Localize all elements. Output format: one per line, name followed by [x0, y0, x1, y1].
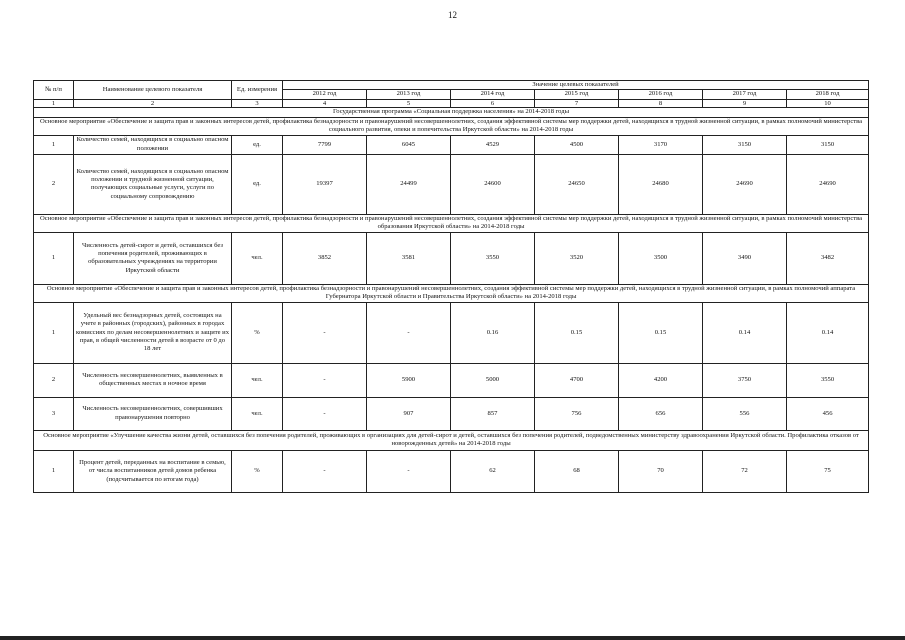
indicator-value: 0.15 — [535, 302, 619, 363]
indicator-value: 62 — [451, 450, 535, 492]
program-title: Государственная программа «Социальная поддержка населения» на 2014-2018 годы — [34, 107, 869, 117]
indicator-value: 3482 — [787, 232, 869, 284]
row-num: 1 — [34, 232, 74, 284]
indicator-value: 3550 — [451, 232, 535, 284]
indicator-value: 3750 — [703, 363, 787, 397]
indicator-name: Количество семей, находящихся в социально опасном положении — [74, 135, 232, 154]
row-num: 1 — [34, 135, 74, 154]
column-number: 9 — [703, 99, 787, 107]
column-number: 10 — [787, 99, 869, 107]
indicator-value: 756 — [535, 397, 619, 430]
indicator-unit: % — [232, 302, 283, 363]
column-number: 8 — [619, 99, 703, 107]
row-num: 2 — [34, 363, 74, 397]
indicator-value: 857 — [451, 397, 535, 430]
indicator-value: 68 — [535, 450, 619, 492]
header-year: 2017 год — [703, 90, 787, 99]
indicator-value: 3520 — [535, 232, 619, 284]
indicator-value: 5000 — [451, 363, 535, 397]
indicator-value: 556 — [703, 397, 787, 430]
header-values-group: Значение целевых показателей — [283, 81, 869, 90]
program-title-row — [34, 107, 869, 117]
indicator-value: 0.16 — [451, 302, 535, 363]
indicator-value: 19397 — [283, 154, 367, 214]
indicator-value: 3581 — [367, 232, 451, 284]
header-year: 2015 год — [535, 90, 619, 99]
indicator-value: 3490 — [703, 232, 787, 284]
event-row — [34, 430, 869, 450]
indicator-value: 24600 — [451, 154, 535, 214]
indicator-name: Удельный вес безнадзорных детей, состоящих на учете в районных (городских), районных в городах комиссиях по делам несовершеннолетних и защите их прав, в общей численности детей в возрасте от 0 до 18 лет — [74, 302, 232, 363]
event-title: Основное мероприятие «Обеспечение и защита прав и законных интересов детей, профилактика безнадзорности и правонарушений несовершеннолетних, создания эффективной системы мер поддержки детей, находящихся в трудной жизненной ситуации, в рамках полномочий аппарата Губернатора Иркутской области и Правительства Иркутской области» на 2014-2018 годы — [34, 284, 869, 302]
indicator-value: 3852 — [283, 232, 367, 284]
indicator-unit: ед. — [232, 154, 283, 214]
page-number: 12 — [448, 10, 457, 20]
header-year: 2018 год — [787, 90, 869, 99]
table-row — [34, 363, 869, 397]
column-number: 1 — [34, 99, 74, 107]
indicator-value: 4529 — [451, 135, 535, 154]
row-num: 2 — [34, 154, 74, 214]
table-row — [34, 154, 869, 214]
indicator-value: 456 — [787, 397, 869, 430]
indicator-value: 7799 — [283, 135, 367, 154]
column-number-row — [34, 99, 869, 107]
indicator-value: 907 — [367, 397, 451, 430]
column-number: 7 — [535, 99, 619, 107]
event-row — [34, 214, 869, 232]
indicator-name: Численность детей-сирот и детей, оставшихся без попечения родителей, проживающих в образовательных учреждениях на территории Иркутской области — [74, 232, 232, 284]
indicator-value: 70 — [619, 450, 703, 492]
indicator-value: 6045 — [367, 135, 451, 154]
table-row — [34, 232, 869, 284]
event-title: Основное мероприятие «Обеспечение и защита прав и законных интересов детей, профилактика безнадзорности и правонарушений несовершеннолетних, создания эффективной системы мер поддержки детей, находящихся в трудной жизненной ситуации, в рамках полномочий министерства социального развития, опеки и попечительства Иркутской области» на 2014-2018 годы — [34, 117, 869, 135]
column-number: 2 — [74, 99, 232, 107]
indicator-value: - — [367, 302, 451, 363]
header-year: 2016 год — [619, 90, 703, 99]
indicator-value: 24650 — [535, 154, 619, 214]
column-number: 3 — [232, 99, 283, 107]
table-row — [34, 135, 869, 154]
indicator-value: 4200 — [619, 363, 703, 397]
indicator-name: Численность несовершеннолетних, выявленных в общественных местах в ночное время — [74, 363, 232, 397]
indicator-value: 4700 — [535, 363, 619, 397]
indicator-name: Численность несовершеннолетних, совершивших правонарушения повторно — [74, 397, 232, 430]
indicator-value: 24499 — [367, 154, 451, 214]
column-number: 6 — [451, 99, 535, 107]
indicator-unit: чел. — [232, 397, 283, 430]
table-row — [34, 302, 869, 363]
column-number: 5 — [367, 99, 451, 107]
table-row — [34, 397, 869, 430]
header-year: 2014 год — [451, 90, 535, 99]
indicator-value: - — [283, 363, 367, 397]
row-num: 1 — [34, 302, 74, 363]
table-row — [34, 450, 869, 492]
indicator-value: 656 — [619, 397, 703, 430]
indicator-value: 4500 — [535, 135, 619, 154]
header-unit: Ед. измерения — [232, 81, 283, 100]
indicator-value: 3150 — [787, 135, 869, 154]
event-title: Основное мероприятие «Улучшение качества жизни детей, оставшихся без попечения родителей, проживающих в организациях для детей-сирот и детей, оставшихся без попечения родителей, подведомственных министерству здравоохранения Иркутской области. Профилактика отказов от новорожденных детей» на 2014-2018 годы — [34, 430, 869, 450]
indicator-name: Процент детей, переданных на воспитание в семью, от числа воспитанников детей домов ребенка (подсчитывается по итогам года) — [74, 450, 232, 492]
event-row — [34, 284, 869, 302]
indicator-value: 3150 — [703, 135, 787, 154]
indicator-value: 3500 — [619, 232, 703, 284]
row-num: 1 — [34, 450, 74, 492]
indicator-value: 75 — [787, 450, 869, 492]
header-year: 2012 год — [283, 90, 367, 99]
indicator-value: 0.14 — [787, 302, 869, 363]
indicator-unit: % — [232, 450, 283, 492]
header-year: 2013 год — [367, 90, 451, 99]
indicator-unit: чел. — [232, 363, 283, 397]
indicator-value: 24690 — [787, 154, 869, 214]
indicator-value: 24680 — [619, 154, 703, 214]
target-indicators-table — [33, 80, 869, 493]
scan-bottom-edge — [0, 636, 905, 640]
header-num: № п/п — [34, 81, 74, 100]
indicator-unit: ед. — [232, 135, 283, 154]
header-name: Наименование целевого показателя — [74, 81, 232, 100]
indicator-value: - — [283, 397, 367, 430]
indicator-value: 72 — [703, 450, 787, 492]
event-title: Основное мероприятие «Обеспечение и защита прав и законных интересов детей, профилактика безнадзорности и правонарушений несовершеннолетних, создания эффективной системы мер поддержки детей, находящихся в трудной жизненной ситуации, в рамках полномочий министерства образования Иркутской области» на 2014-2018 годы — [34, 214, 869, 232]
row-num: 3 — [34, 397, 74, 430]
indicator-value: 0.14 — [703, 302, 787, 363]
indicator-value: 0.15 — [619, 302, 703, 363]
indicator-value: 3550 — [787, 363, 869, 397]
indicator-value: - — [367, 450, 451, 492]
indicator-value: - — [283, 450, 367, 492]
table-header-row — [34, 81, 869, 90]
indicator-name: Количество семей, находящихся в социально опасном положении и трудной жизненной ситуации, получающих социальные услуги, услуги по социальному сопровождению — [74, 154, 232, 214]
indicator-value: 5900 — [367, 363, 451, 397]
indicator-value: - — [283, 302, 367, 363]
column-number: 4 — [283, 99, 367, 107]
indicator-value: 24690 — [703, 154, 787, 214]
indicator-value: 3170 — [619, 135, 703, 154]
event-row — [34, 117, 869, 135]
indicator-unit: чел. — [232, 232, 283, 284]
